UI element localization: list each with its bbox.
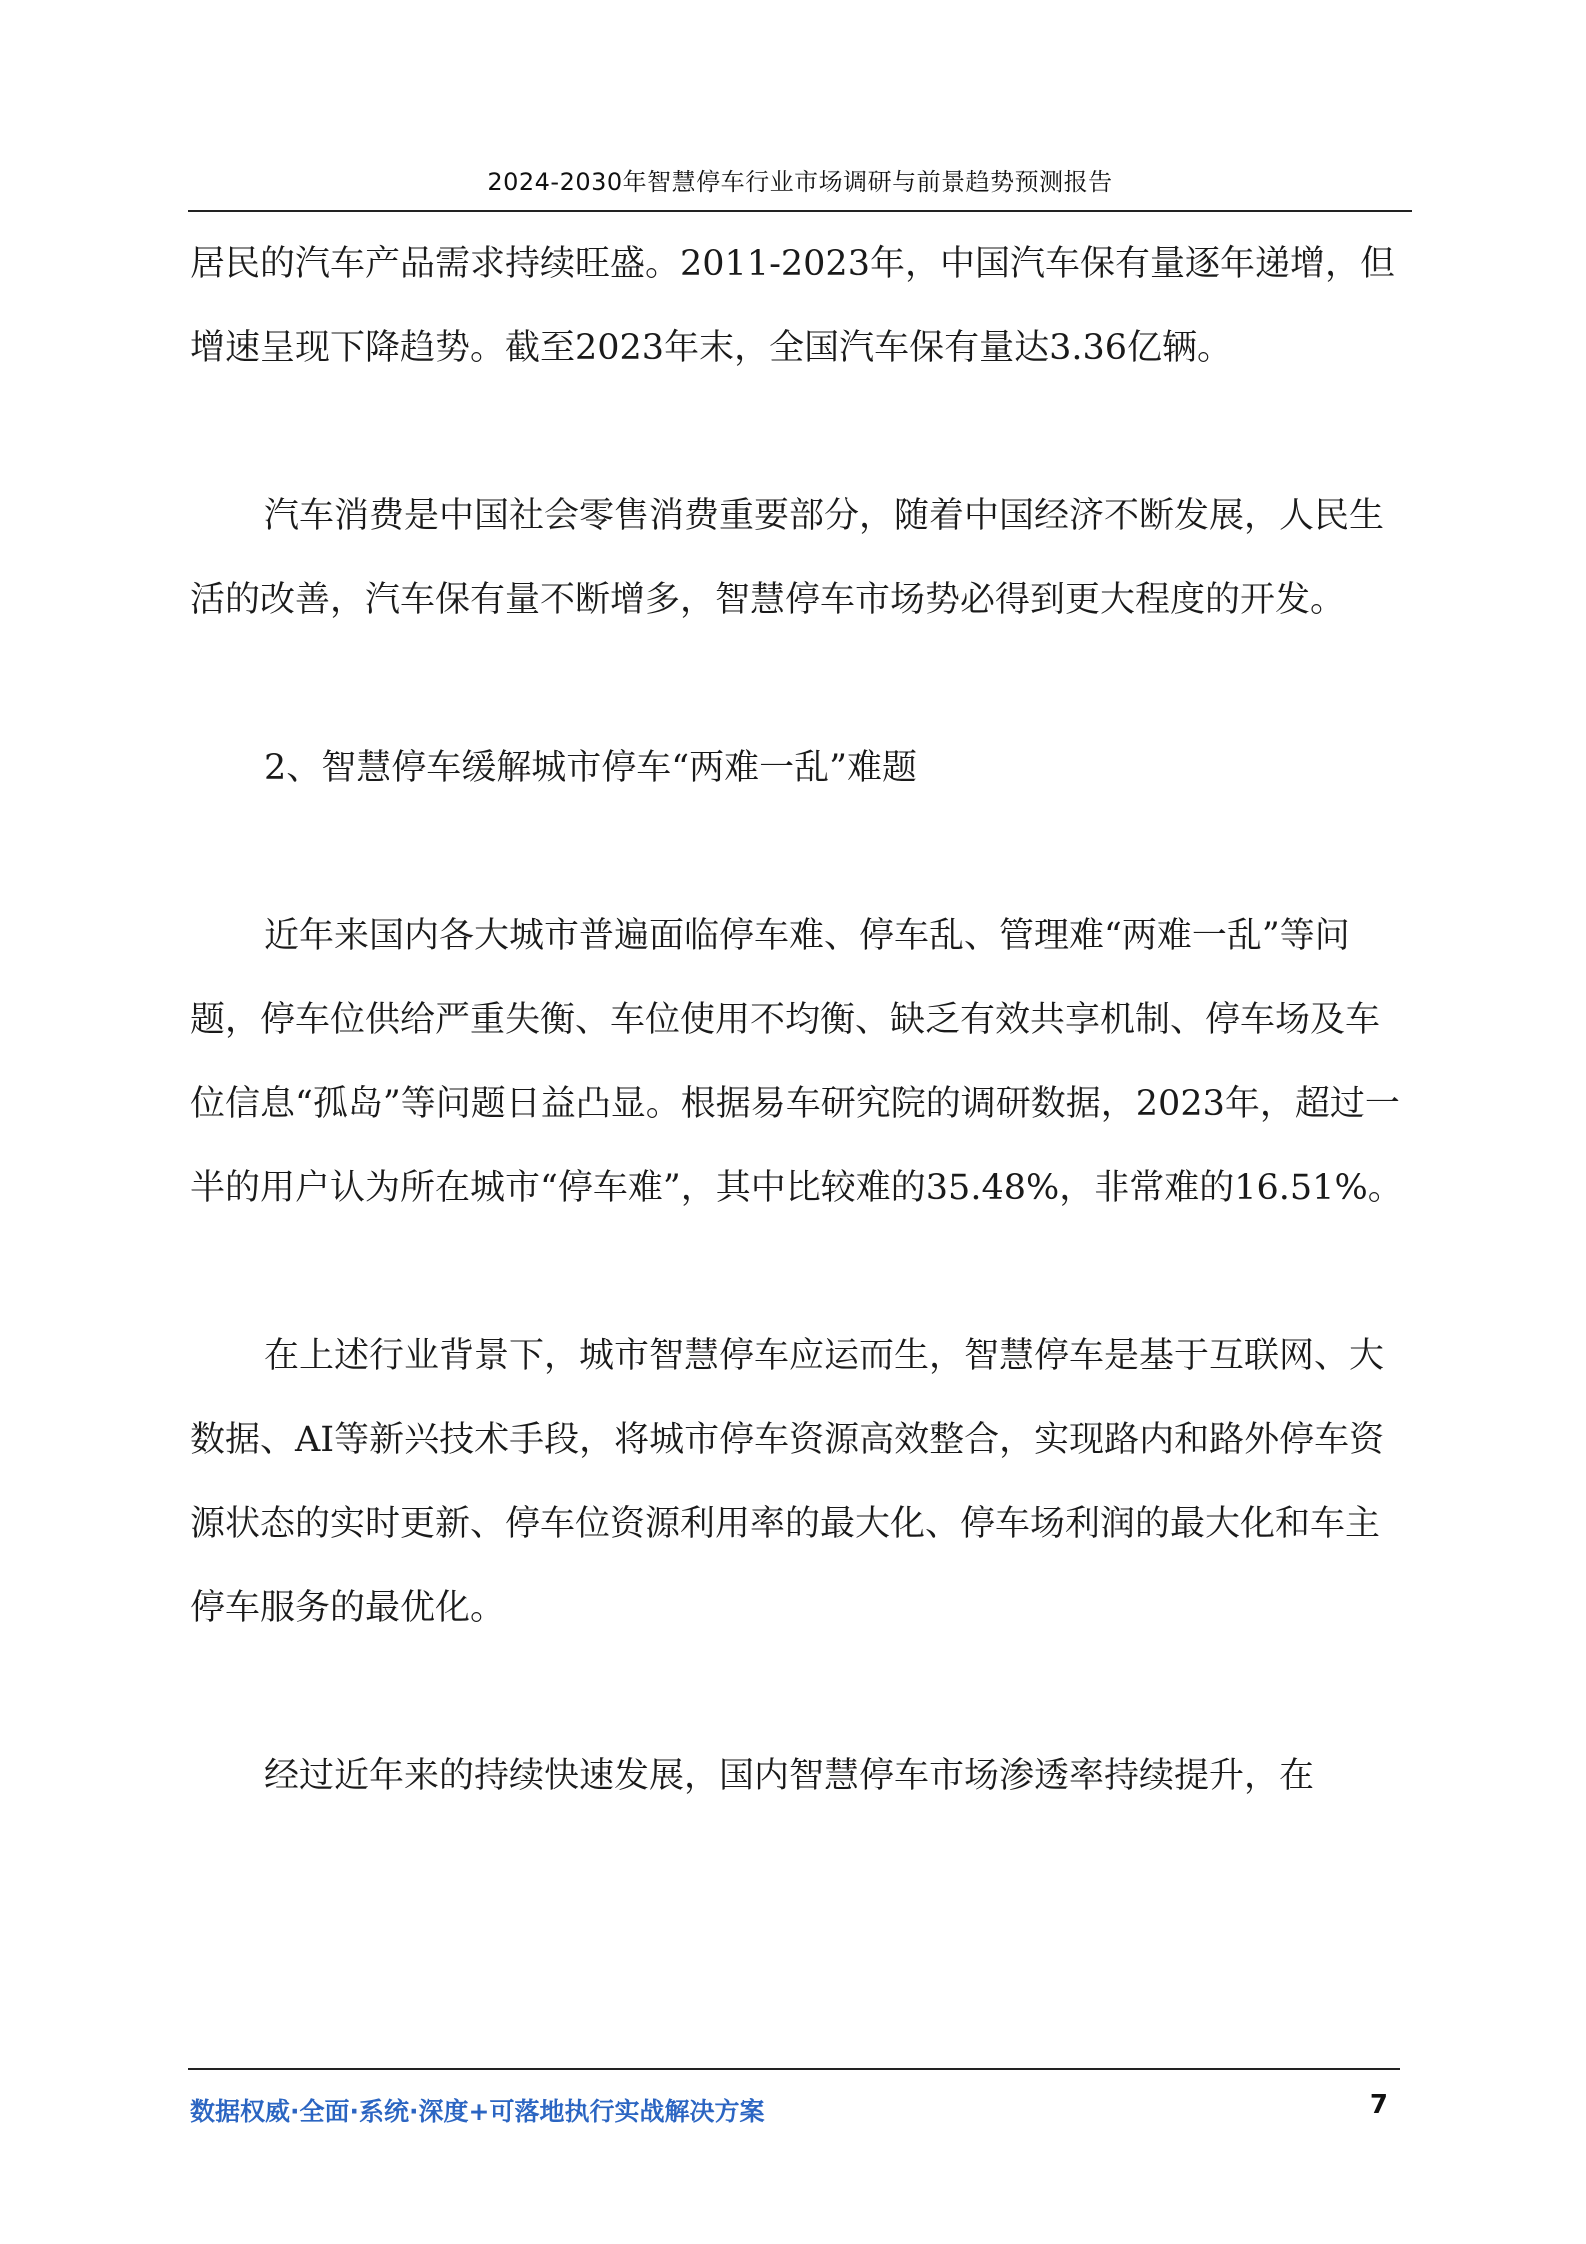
section-heading: 2、智慧停车缓解城市停车“两难一乱”难题 [264,748,918,788]
paragraph-parking-problems: 近年来国内各大城市普遍面临停车难、停车乱、管理难“两难一乱”等问题，停车位供给严重失衡、车位使用不均衡、缺乏有效共享机制、停车场及车位信息“孤岛”等问题日益凸显。根据易车研究院的调研数据，2023年，超过一半的用户认为所在城市“停车难”，其中比较难的35.48%，非常难的16.51%。 [190,916,1403,1208]
page-number: 7 [1369,2090,1388,2120]
paragraph-car-ownership: 居民的汽车产品需求持续旺盛。2011-2023年，中国汽车保有量逐年递增，但增速呈现下降趋势。截至2023年末，全国汽车保有量达3.36亿辆。 [190,244,1395,368]
paragraph-gap [190,390,1406,474]
report-title: 2024-2030年智慧停车行业市场调研与前景趋势预测报告 [487,168,1113,196]
paragraph-gap [190,810,1406,894]
paragraph-gap [190,1230,1406,1314]
paragraph-car-consumption: 汽车消费是中国社会零售消费重要部分，随着中国经济不断发展，人民生活的改善，汽车保有量不断增多，智慧停车市场势必得到更大程度的开发。 [190,496,1385,620]
page-footer [188,2068,1400,2126]
document-body [190,222,1406,1818]
paragraph-gap [190,1650,1406,1734]
page-header [188,164,1412,212]
paragraph-gap [190,642,1406,726]
footer-slogan: 数据权威·全面·系统·深度+可落地执行实战解决方案 [190,2097,765,2126]
paragraph-smart-parking-definition: 在上述行业背景下，城市智慧停车应运而生，智慧停车是基于互联网、大数据、AI等新兴技术手段，将城市停车资源高效整合，实现路内和路外停车资源状态的实时更新、停车位资源利用率的最大化、停车场利润的最大化和车主停车服务的最优化。 [190,1336,1385,1628]
paragraph-market-penetration: 经过近年来的持续快速发展，国内智慧停车市场渗透率持续提升，在 [264,1756,1315,1796]
